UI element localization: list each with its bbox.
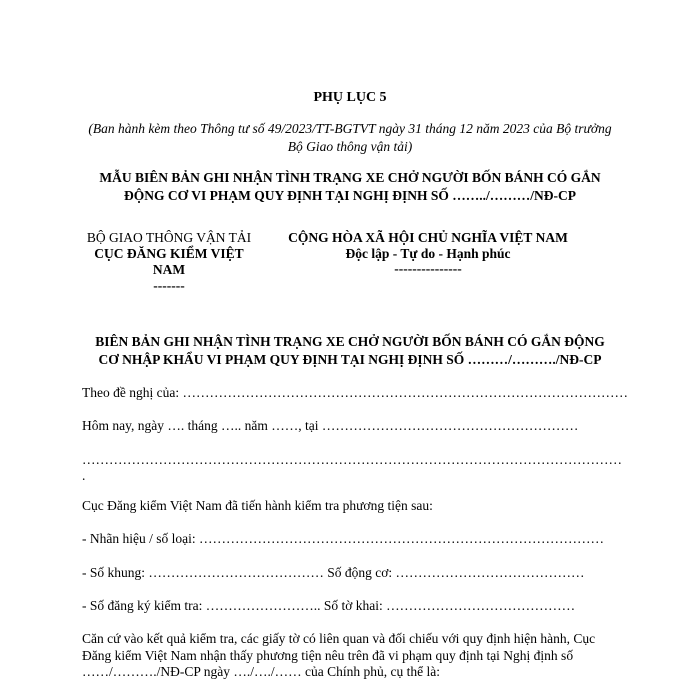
form-title-line2: ĐỘNG CƠ VI PHẠM QUY ĐỊNH TẠI NGHỊ ĐỊNH SỐ ……../………/NĐ-CP: [123, 188, 577, 203]
left-header-dash: -------: [153, 278, 185, 293]
conclusion-line1: Căn cứ vào kết quả kiểm tra, các giấy tờ có liên quan và đối chiếu với quy định hiện hành, Cục: [82, 631, 596, 646]
ministry-name: BỘ GIAO THÔNG VẬN TẢI: [86, 230, 252, 245]
request-line: Theo đề nghị của: ………………………………………………………………………………………: [82, 385, 628, 400]
right-header-dash: ---------------: [394, 261, 462, 276]
chassis-engine-line: - Số khung: ………………………………… Số động cơ: ……………………………………: [82, 565, 585, 580]
conclusion-line2: Đăng kiểm Việt Nam nhận thấy phương tiện nêu trên đã vi phạm quy định tại Nghị định số: [82, 648, 574, 663]
record-title-line1: BIÊN BẢN GHI NHẬN TÌNH TRẠNG XE CHỞ NGƯỜI BỐN BÁNH CÓ GẮN ĐỘNG: [95, 334, 605, 349]
dotted-fill-line: …………………………………………………………………………………………………………: [82, 452, 622, 467]
appendix-subtitle-line1: (Ban hành kèm theo Thông tư số 49/2023/TT-BGTVT ngày 31 tháng 12 năm 2023 của Bộ trưởng: [88, 121, 612, 136]
record-title-line2: CƠ NHẬP KHẨU VI PHẠM QUY ĐỊNH TẠI NGHỊ ĐỊNH SỐ ………/………./NĐ-CP: [98, 352, 602, 367]
department-name-line1: CỤC ĐĂNG KIỂM VIỆT: [94, 246, 244, 261]
form-title-line1: MẪU BIÊN BẢN GHI NHẬN TÌNH TRẠNG XE CHỞ NGƯỜI BỐN BÁNH CÓ GẮN: [99, 170, 601, 185]
inspection-intro: Cục Đăng kiểm Việt Nam đã tiến hành kiểm tra phương tiện sau:: [82, 498, 433, 513]
nation-motto: Độc lập - Tự do - Hạnh phúc: [345, 246, 511, 261]
conclusion-line3: ……/………./NĐ-CP ngày …./…./…… của Chính phủ, cụ thể là:: [82, 664, 440, 679]
department-name-line2: NAM: [152, 262, 186, 277]
appendix-title: PHỤ LỤC 5: [313, 90, 387, 105]
registration-declaration-line: - Số đăng ký kiểm tra: …………………….. Số tờ khai: ……………………………………: [82, 598, 576, 613]
nation-name: CỘNG HÒA XÃ HỘI CHỦ NGHĨA VIỆT NAM: [288, 230, 568, 245]
dotted-line-end: .: [82, 468, 86, 483]
brand-model-line: - Nhãn hiệu / số loại: ………………………………………………………………………………: [82, 531, 604, 546]
appendix-subtitle-line2: Bộ Giao thông vận tải): [287, 139, 413, 154]
date-place-line: Hôm nay, ngày …. tháng ….. năm ……, tại …………………………………………………: [82, 418, 579, 433]
